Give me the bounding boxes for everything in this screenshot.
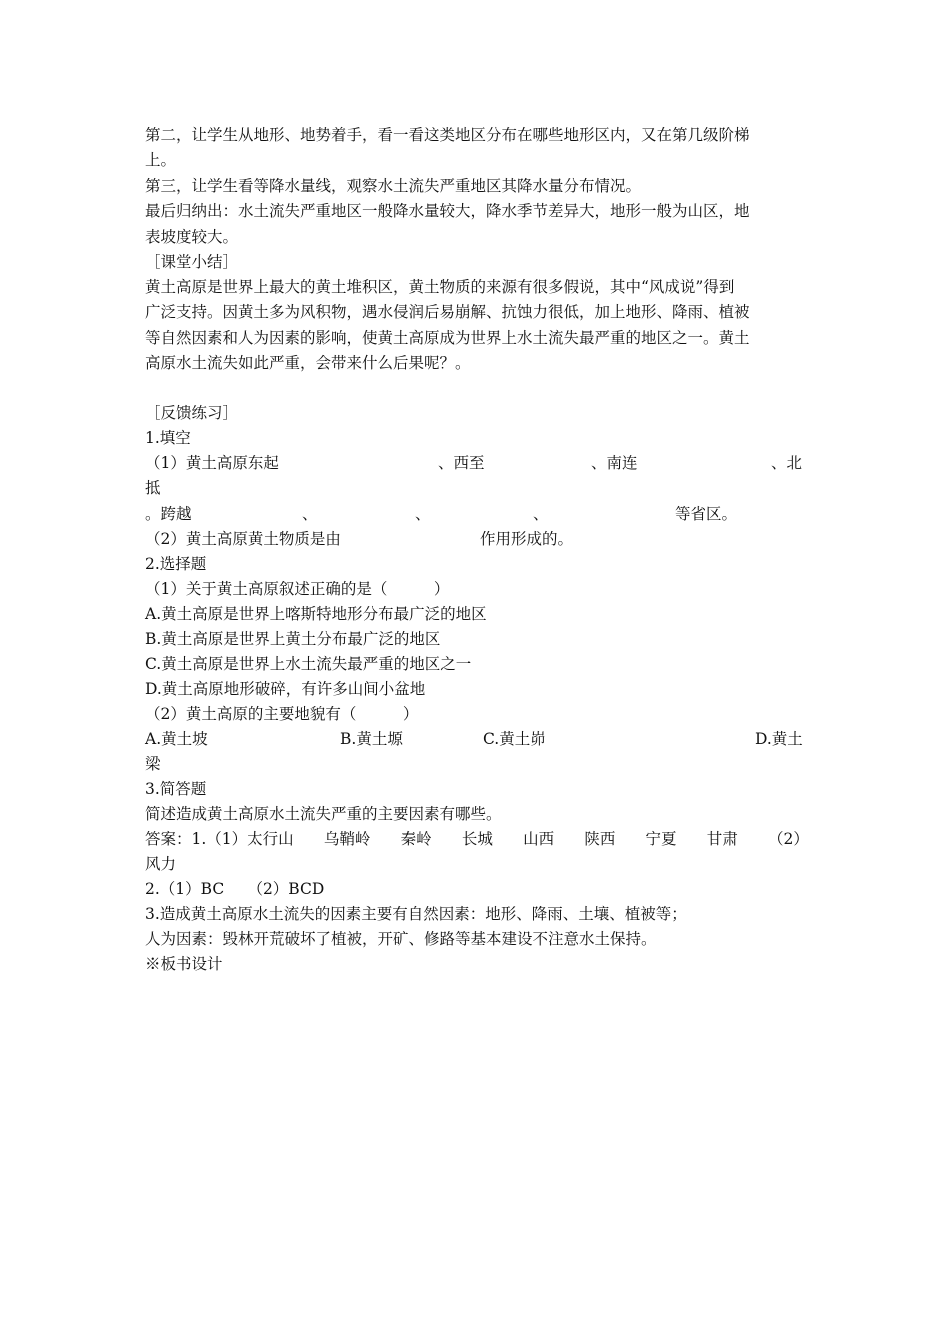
fill-text: 。跨越 <box>145 505 192 523</box>
answer-item: 宁夏 <box>645 830 677 848</box>
choice-option: D.黄土 <box>755 730 803 748</box>
fill-text: 、南连 <box>591 454 638 472</box>
answer-item: 秦岭 <box>400 830 432 848</box>
text-line: 黄土高原是世界上最大的黄土堆积区，黄土物质的来源有很多假说，其中“风成说”得到 <box>145 278 735 296</box>
fill-text: （2）黄土高原黄土物质是由 <box>145 530 341 548</box>
fill-text: 、 <box>533 505 549 523</box>
fill-question-1 <box>145 452 809 474</box>
answer-line: 人为因素：毁林开荒破坏了植被，开矿、修路等基本建设不注意水土保持。 <box>145 930 657 948</box>
choice-option: B.黄土塬 <box>340 730 403 748</box>
answer-line <box>145 828 809 850</box>
answer-item: 乌鞘岭 <box>323 830 371 848</box>
answer-item: 长城 <box>461 830 493 848</box>
answer-item: （2） <box>768 830 809 848</box>
text-line: 梁 <box>145 755 161 773</box>
fill-question-2 <box>145 528 809 550</box>
text-line: 风力 <box>145 855 177 873</box>
fill-text: 、西至 <box>438 454 485 472</box>
fill-text: 作用形成的。 <box>480 530 574 548</box>
text-line: 上。 <box>145 151 177 169</box>
question-heading-choice: 2.选择题 <box>145 555 207 573</box>
answer-item: 陕西 <box>584 830 616 848</box>
choice-question-1: （1）关于黄土高原叙述正确的是（ ） <box>145 580 450 598</box>
fill-question-1-cont <box>145 503 809 525</box>
choice-option: A.黄土高原是世界上喀斯特地形分布最广泛的地区 <box>145 605 487 623</box>
text-line: 高原水土流失如此严重，会带来什么后果呢？。 <box>145 354 471 372</box>
question-heading-fill: 1.填空 <box>145 429 191 447</box>
choice-option: D.黄土高原地形破碎，有许多山间小盆地 <box>145 680 426 698</box>
question-heading-short: 3.简答题 <box>145 780 207 798</box>
text-line: 抵 <box>145 479 161 497</box>
answer-item: 甘肃 <box>706 830 738 848</box>
section-heading-summary: ［课堂小结］ <box>145 253 239 271</box>
fill-text: 、 <box>415 505 431 523</box>
choice-option: A.黄土坡 <box>145 730 208 748</box>
answer-item: 山西 <box>523 830 555 848</box>
choice-option: B.黄土高原是世界上黄土分布最广泛的地区 <box>145 630 441 648</box>
short-question: 简述造成黄土高原水土流失严重的主要因素有哪些。 <box>145 805 502 823</box>
text-line: 最后归纳出：水土流失严重地区一般降水量较大，降水季节差异大，地形一般为山区，地 <box>145 202 750 220</box>
choice-option: C.黄土高原是世界上水土流失最严重的地区之一 <box>145 655 472 673</box>
text-line: 表坡度较大。 <box>145 228 239 246</box>
fill-text: 等省区。 <box>675 505 738 523</box>
fill-text: 、北 <box>771 454 803 472</box>
choice-options-row <box>145 728 809 750</box>
text-line: 广泛支持。因黄土多为风积物，遇水侵润后易崩解、抗蚀力很低，加上地形、降雨、植被 <box>145 303 750 321</box>
text-line: 第二，让学生从地形、地势着手，看一看这类地区分布在哪些地形区内，又在第几级阶梯 <box>145 126 750 144</box>
fill-text: 、 <box>302 505 318 523</box>
fill-text: （1）黄土高原东起 <box>145 454 279 472</box>
section-heading-board: ※板书设计 <box>145 955 223 973</box>
answer-item: 答案：1.（1）太行山 <box>145 830 294 848</box>
text-line: 第三，让学生看等降水量线，观察水土流失严重地区其降水量分布情况。 <box>145 177 642 195</box>
answer-line: 2.（1）BC （2）BCD <box>145 880 325 898</box>
choice-option: C.黄土峁 <box>483 730 546 748</box>
answer-line: 3.造成黄土高原水土流失的因素主要有自然因素：地形、降雨、土壤、植被等； <box>145 905 687 923</box>
text-line: 等自然因素和人为因素的影响，使黄土高原成为世界上水土流失最严重的地区之一。黄土 <box>145 329 750 347</box>
section-heading-exercises: ［反馈练习］ <box>145 404 239 422</box>
choice-question-2: （2）黄土高原的主要地貌有（ ） <box>145 705 419 723</box>
